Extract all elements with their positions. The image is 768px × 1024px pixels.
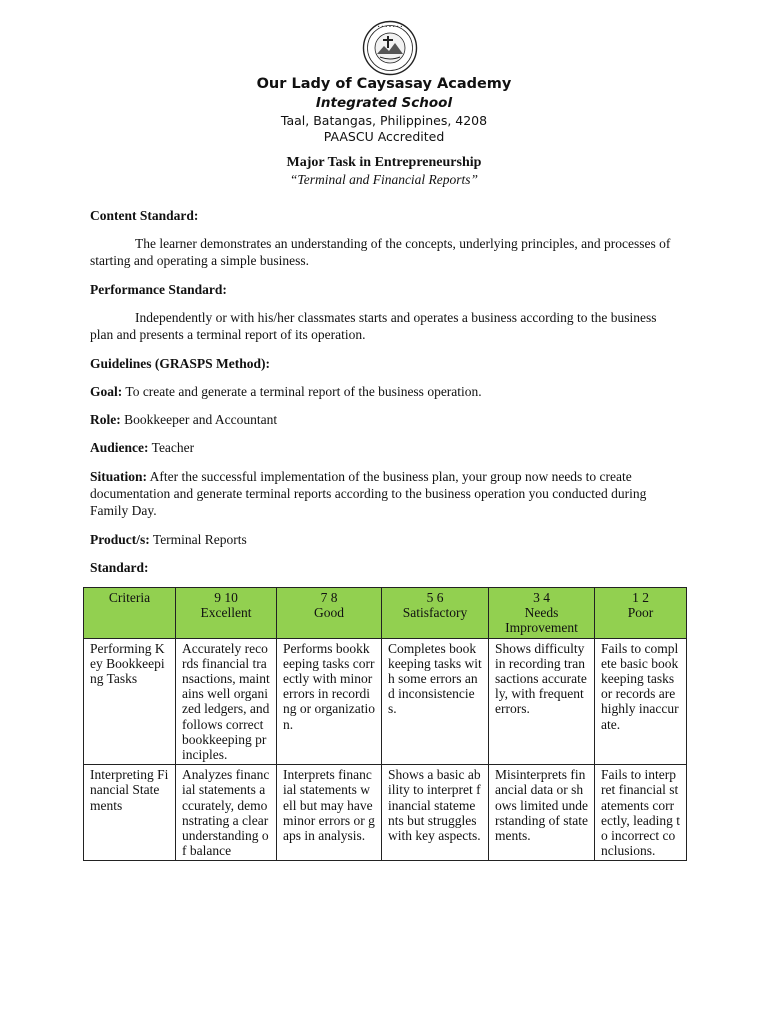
table-row [84, 765, 687, 861]
school-address: Taal, Batangas, Philippines, 4208 [280, 113, 488, 128]
row1-poor: Fails to complete basic bookkeeping tasks or records are highly inaccurate. [595, 638, 687, 765]
svg-text:• • • • • • • • •: • • • • • • • • • [373, 24, 407, 29]
row2-poor: Fails to interpret financial statements correctly, leading to incorrect conclusions. [595, 765, 687, 861]
school-name: Our Lady of Caysasay Academy [256, 76, 512, 92]
product-text: Terminal Reports [152, 532, 247, 547]
task-title: Major Task in Entrepreneurship [286, 155, 482, 170]
content-standard-text: The learner demonstrates an understanding of the concepts, underlying principles, and processes of starting and operating a simple business. [90, 236, 671, 268]
situation-label: Situation: [90, 469, 148, 484]
header-good: 7 8 Good [277, 588, 382, 639]
row1-excellent: Accurately records financial transactions, maintains well organized ledgers, and follows correct bookkeeping principles. [176, 638, 277, 765]
school-seal-logo [362, 20, 418, 76]
header-satisfactory: 5 6 Satisfactory [382, 588, 489, 639]
rubric-table [83, 587, 687, 861]
goal-text: To create and generate a terminal report of the business operation. [125, 384, 482, 399]
school-unit: Integrated School [315, 95, 453, 111]
role-text: Bookkeeper and Accountant [124, 412, 278, 427]
task-subtitle: “Terminal and Financial Reports” [289, 172, 479, 187]
standard-label: Standard: [90, 560, 149, 575]
guidelines-label: Guidelines (GRASPS Method): [90, 356, 271, 371]
table-row [84, 638, 687, 765]
performance-standard-label: Performance Standard: [90, 282, 227, 297]
situation-line [90, 468, 682, 519]
situation-text: After the successful implementation of the business plan, your group now needs to create documentation and generate terminal reports according to the business operation you conducted during Family Day. [90, 469, 647, 518]
role-line [90, 411, 682, 428]
product-line [90, 531, 682, 548]
audience-label: Audience: [90, 440, 149, 455]
header-excellent: 9 10 Excellent [176, 588, 277, 639]
row1-needs-improvement: Shows difficulty in recording transactions accurately, with frequent errors. [489, 638, 595, 765]
header-poor: 1 2 Poor [595, 588, 687, 639]
content-standard-label: Content Standard: [90, 208, 199, 223]
row2-needs-improvement: Misinterprets financial data or shows limited understanding of statements. [489, 765, 595, 861]
accreditation: PAASCU Accredited [323, 129, 445, 144]
row2-good: Interprets financial statements well but may have minor errors or gaps in analysis. [277, 765, 382, 861]
header-criteria: Criteria [84, 588, 176, 639]
product-label: Product/s: [90, 532, 150, 547]
rubric-header-row [84, 588, 687, 639]
audience-line [90, 439, 682, 456]
row1-satisfactory: Completes bookkeeping tasks with some errors and inconsistencies. [382, 638, 489, 765]
row1-good: Performs bookkeeping tasks correctly with minor errors in recording or organization. [277, 638, 382, 765]
audience-text: Teacher [151, 440, 195, 455]
row2-excellent: Analyzes financial statements accurately, demonstrating a clear understanding of balance [176, 765, 277, 861]
performance-standard-text: Independently or with his/her classmates starts and operates a business according to the business plan and presents a terminal report of its operation. [90, 310, 657, 342]
goal-line [90, 383, 682, 400]
row2-criteria: Interpreting Financial Statements [84, 765, 176, 861]
role-label: Role: [90, 412, 121, 427]
row1-criteria: Performing Key Bookkeeping Tasks [84, 638, 176, 765]
goal-label: Goal: [90, 384, 123, 399]
row2-satisfactory: Shows a basic ability to interpret financial statements but struggles with key aspects. [382, 765, 489, 861]
header-needs-improvement: 3 4 Needs Improvement [489, 588, 595, 639]
